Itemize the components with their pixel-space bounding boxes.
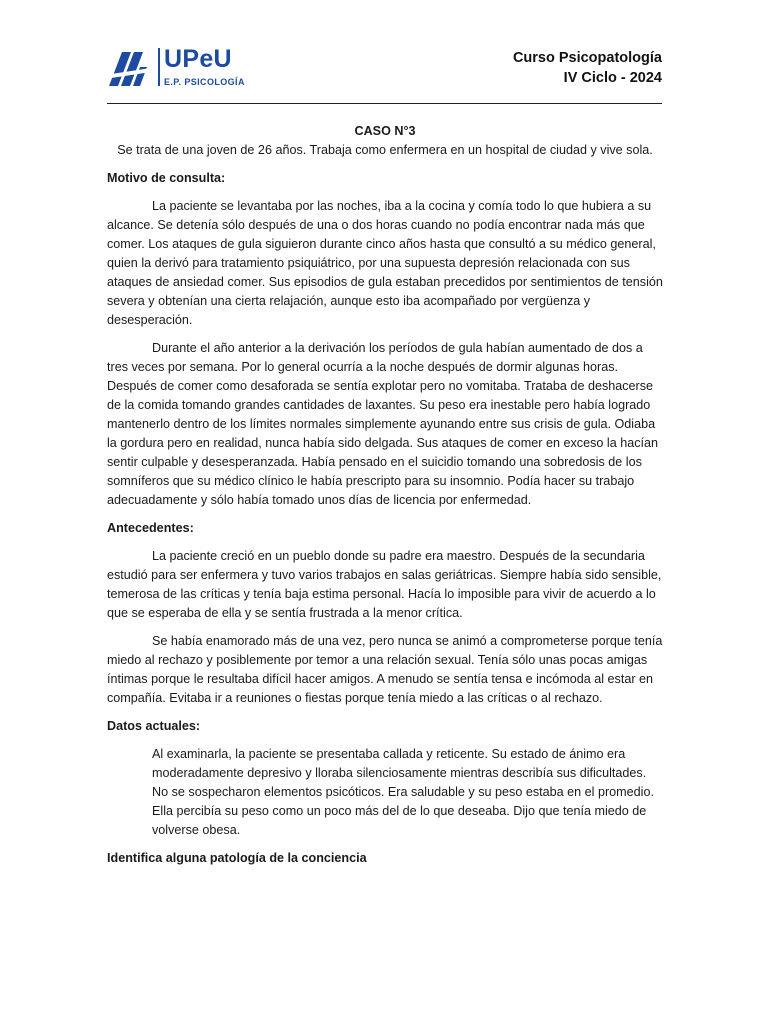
header-rule xyxy=(107,103,662,104)
course-info xyxy=(513,48,662,88)
heading-datos: Datos actuales: xyxy=(107,719,201,733)
course-name: Curso Psicopatología xyxy=(512,50,662,66)
page-header xyxy=(107,40,662,104)
datos-paragraph-1: Al examinarla, la paciente se presentaba callada y reticente. Su estado de ánimo era moderadamente depresivo y lloraba silenciosamente mientras describía sus dificultades. No se sospecharon elementos psicóticos. Era saludable y su peso estaba en el promedio. Ella percibía su peso como un poco más del de lo que deseaba. Dijo que tenía miedo de volverse obesa. xyxy=(152,747,654,837)
motivo-paragraph-2: Durante el año anterior a la derivación los períodos de gula habían aumentado de dos a tres veces por semana. Por lo general ocurría a la noche después de dormir algunas horas. Después de comer como desaforada se sentía explotar pero no vomitaba. Trataba de deshacerse de la comida tomando grandes cantidades de laxantes. Su peso era inestable pero había logrado mantenerlo dentro de los límites normales simplemente ayunando entre sus crisis de gula. Odiaba la gordura pero en realidad, nunca había sido delgada. Sus ataques de comer en exceso la hacían sentir culpable y desesperanzada. Había pensado en el suicidio tomando una sobredosis de los somníferos que su médico clínico le había prescripto para su insomnio. Podía hacer su trabajo adecuadamente y sólo había tomado unos días de licencia por enfermedad. xyxy=(107,341,659,507)
heading-antecedentes: Antecedentes: xyxy=(107,521,194,535)
logo-subtitle: E.P. PSICOLOGÍA xyxy=(164,77,245,87)
logo-name: UPeU xyxy=(164,45,232,73)
logo-divider xyxy=(158,48,160,86)
antecedentes-paragraph-2: Se había enamorado más de una vez, pero nunca se animó a comprometerse porque tenía miedo al rechazo y posiblemente por temor a una relación sexual. Tenía sólo unas pocas amigas íntimas porque le resultaba difícil hacer amigos. A menudo se sentía tensa e incómoda al estar en compañía. Evitaba ir a reuniones o fiestas porque tenía miedo a las críticas o al rechazo. xyxy=(107,634,663,705)
antecedentes-paragraph-1: La paciente creció en un pueblo donde su padre era maestro. Después de la secundaria estudió para ser enfermera y tuvo varios trabajos en salas geriátricas. Siempre había sido sensible, temerosa de las críticas y tenía baja estima personal. Hacía lo imposible para vivir de acuerdo a lo que se esperaba de ella y se sentía frustrada a la menor crítica. xyxy=(107,549,662,620)
document-body xyxy=(107,122,663,868)
heading-motivo: Motivo de consulta: xyxy=(107,171,226,185)
course-cycle: IV Ciclo - 2024 xyxy=(563,70,662,86)
upeu-logo-icon xyxy=(107,46,155,88)
upeu-logo xyxy=(107,44,257,88)
question: Identifica alguna patología de la conciencia xyxy=(107,851,367,865)
case-intro: Se trata de una joven de 26 años. Trabaja como enfermera en un hospital de ciudad y vive sola. xyxy=(117,143,653,157)
case-title: CASO N°3 xyxy=(354,124,416,138)
motivo-paragraph-1: La paciente se levantaba por las noches, iba a la cocina y comía todo lo que hubiera a su alcance. Se detenía sólo después de una o dos horas cuando no podía encontrar nada más que comer. Los ataques de gula siguieron durante cinco años hasta que consultó a su médico general, quien la derivó para tratamiento psiquiátrico, por una supuesta depresión relacionada con sus ataques de ansiedad comer. Sus episodios de gula estaban precedidos por sentimientos de tensión severa y obtenían una cierta relajación, aunque esto iba acompañado por vergüenza y desesperación. xyxy=(107,199,663,327)
